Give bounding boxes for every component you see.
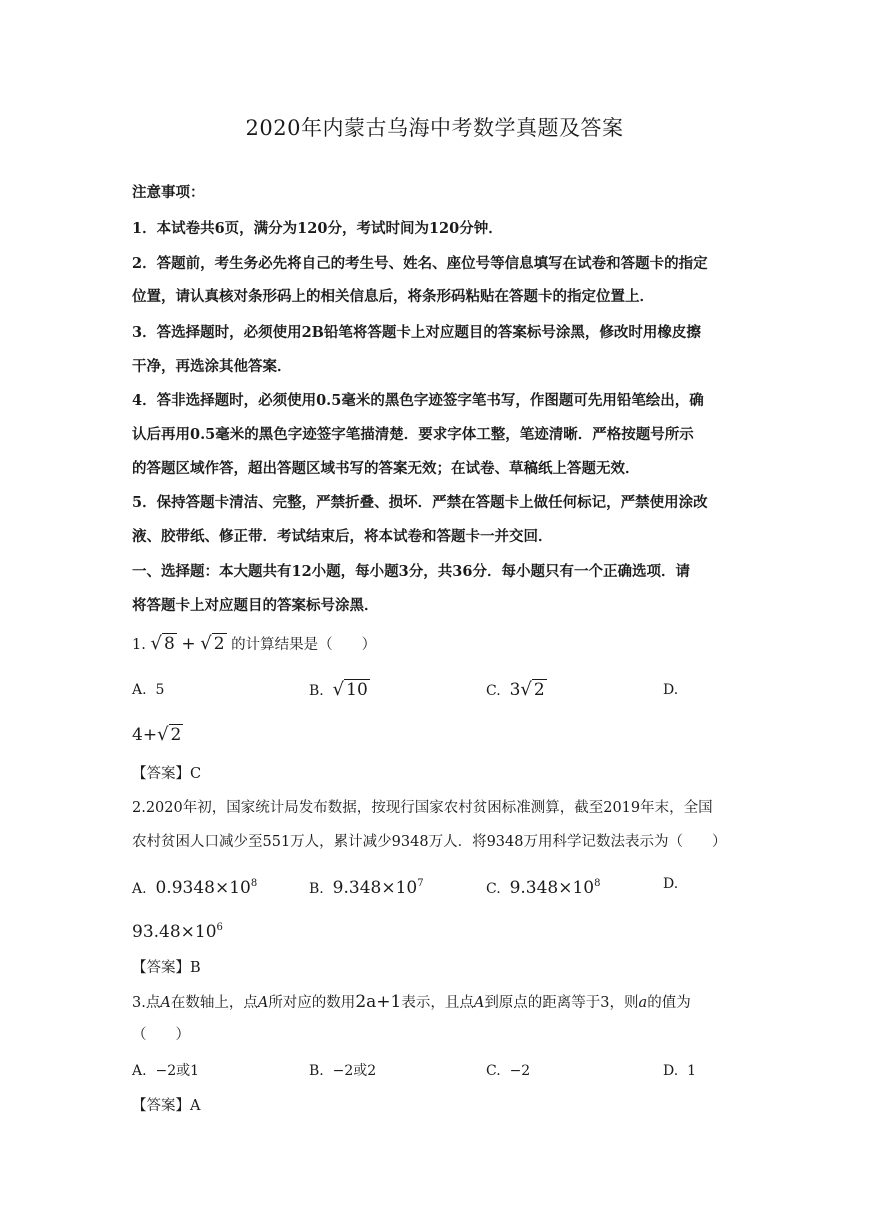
question-3-option-c: C. −2 xyxy=(486,1063,531,1079)
question-1-option-c: C. 3√ 2 xyxy=(486,679,545,700)
document-title: 2020年内蒙古乌海中考数学真题及答案 xyxy=(245,116,624,140)
question-2-option-a: A. $0.9348\times 10^8$ xyxy=(132,878,258,898)
notice-line-8: 的答题区域作答，超出答题区域书写的答案无效；在试卷、草稿纸上答题无效． xyxy=(132,460,640,477)
notice-line-1: 1．本试卷共6页，满分为120分，考试时间为120分钟． xyxy=(132,220,503,237)
question-1-answer: 【答案】C xyxy=(132,766,202,782)
notice-heading: 注意事项： xyxy=(132,184,205,201)
question-3-line-1: 3.点A在数轴上，点A所对应的数用2a+1表示，且点A到原点的距离等于3，则a的值为 xyxy=(132,992,691,1012)
notice-line-7: 认后再用0.5毫米的黑色字迹签字笔描清楚．要求字体工整，笔迹清晰．严格按题号所示 xyxy=(132,426,694,443)
question-3-option-d: D. 1 xyxy=(663,1063,697,1079)
question-3-option-a: A. −2或1 xyxy=(132,1063,200,1079)
notice-line-5: 干净，再选涂其他答案． xyxy=(132,358,292,375)
notice-line-6: 4．答非选择题时，必须使用0.5毫米的黑色字迹签字笔书写，作图题可先用铅笔绘出，确 xyxy=(132,392,704,409)
question-2-option-b: B. $9.348\times 10^7$ xyxy=(309,878,424,898)
question-3-answer: 【答案】A xyxy=(132,1098,201,1114)
question-1-option-d-label: D. xyxy=(663,682,679,698)
question-1-option-b: B. √ 10 xyxy=(309,679,368,700)
question-2-line-1: 2.2020年初，国家统计局发布数据，按现行国家农村贫困标准测算，截至2019年末，全国 xyxy=(132,800,713,816)
notice-line-3: 位置，请认真核对条形码上的相关信息后，将条形码粘贴在答题卡的指定位置上． xyxy=(132,288,654,305)
notice-line-2: 2．答题前，考生务必先将自己的考生号、姓名、座位号等信息填写在试卷和答题卡的指定 xyxy=(132,255,708,272)
question-2-option-c: C. $9.348\times 10^8$ xyxy=(486,878,601,898)
sqrt-2: √ 2 xyxy=(200,633,225,654)
question-2-answer: 【答案】B xyxy=(132,960,201,976)
question-2-option-d-label: D. xyxy=(663,876,679,892)
notice-line-10: 液、胶带纸、修正带．考试结束后，将本试卷和答题卡一并交回． xyxy=(132,528,553,545)
question-1-option-d: 4+√ 2 xyxy=(132,724,182,745)
question-1-stem: 1. √ 8 + √ 2 的计算结果是（ ） xyxy=(132,633,377,654)
question-2-line-2: 农村贫困人口减少至551万人，累计减少9348万人．将9348万用科学记数法表示为（ ） xyxy=(132,834,727,850)
notice-line-9: 5．保持答题卡清洁、完整，严禁折叠、损坏．严禁在答题卡上做任何标记，严禁使用涂改 xyxy=(132,494,708,511)
question-3-option-b: B. −2或2 xyxy=(309,1063,377,1079)
sqrt-8: √ 8 xyxy=(150,633,175,654)
question-1-option-a: A. 5 xyxy=(132,682,165,698)
question-3-line-2: （ ） xyxy=(132,1027,190,1043)
notice-line-4: 3．答选择题时，必须使用2B铅笔将答题卡上对应题目的答案标号涂黑，修改时用橡皮擦 xyxy=(132,324,701,341)
section-heading-line-1: 一、选择题：本大题共有12小题，每小题3分，共36分．每小题只有一个正确选项．请 xyxy=(132,563,690,580)
section-heading-line-2: 将答题卡上对应题目的答案标号涂黑． xyxy=(132,597,379,614)
question-2-option-d: $93.48\times 10^6$ xyxy=(132,922,223,942)
